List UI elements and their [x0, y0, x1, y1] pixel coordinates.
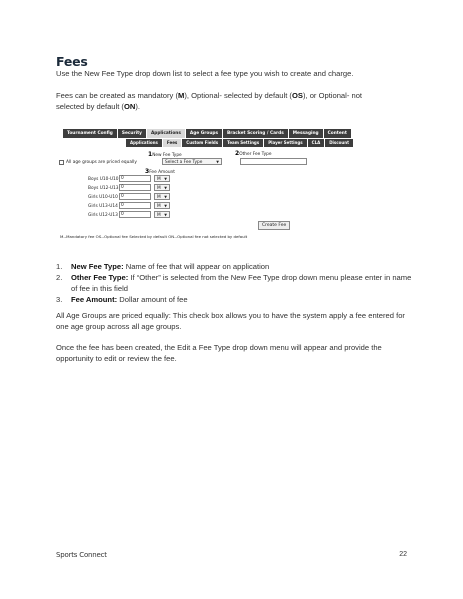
- subtab-team-settings[interactable]: Team Settings: [223, 139, 263, 147]
- edit-paragraph: Once the fee has been created, the Edit a Fee Type drop down menu will appear and provide the opportunity to edit or review the fee.: [56, 343, 382, 363]
- fee-option-select[interactable]: M ▼: [154, 175, 170, 182]
- step-fee-amount: 3. Fee Amount: Dollar amount of fee: [56, 295, 188, 304]
- main-tab-bar: [63, 129, 351, 138]
- fee-amount-input[interactable]: 0: [119, 211, 151, 218]
- all-age-paragraph: All Age Groups are priced equally: This check box allows you to have the system apply a fee entered for one age group across all age groups.: [56, 311, 405, 331]
- fee-amount-label: 3Fee Amount: [145, 168, 175, 175]
- subtab-cla[interactable]: CLA: [308, 139, 325, 147]
- footer-brand: Sports Connect: [56, 551, 107, 559]
- intro-paragraph: Use the New Fee Type drop down list to select a fee type you wish to create and charge.: [56, 69, 354, 78]
- fee-option-select[interactable]: M ▼: [154, 202, 170, 209]
- page-title: Fees: [56, 54, 88, 69]
- subtab-applications[interactable]: Applications: [126, 139, 162, 147]
- all-age-checkbox[interactable]: [59, 160, 64, 165]
- create-fee-button[interactable]: Create Fee: [258, 221, 290, 230]
- tab-content[interactable]: Content: [324, 129, 351, 138]
- tab-tournament-config[interactable]: Tournament Config: [63, 129, 117, 138]
- page-number: 22: [399, 551, 407, 558]
- fee-legend: M--Mandatory fee OS--Optional fee Selected by default ON--Optional fee not selected by default: [60, 234, 248, 239]
- fee-option-select[interactable]: M ▼: [154, 193, 170, 200]
- chevron-down-icon: ▼: [164, 204, 167, 208]
- subtab-discount[interactable]: Discount: [325, 139, 353, 147]
- age-group-label: Girls U10-U10: [88, 195, 118, 200]
- age-group-label: Girls U12-U13: [88, 213, 118, 218]
- subtab-custom-fields[interactable]: Custom Fields: [182, 139, 222, 147]
- step-other-fee-type: 2. Other Fee Type: If “Other” is selected from the New Fee Type drop down menu please enter in name of fee in this field: [56, 273, 412, 293]
- subtab-fees[interactable]: Fees: [163, 139, 181, 147]
- age-group-label: Girls U13-U14: [88, 204, 118, 209]
- fee-amount-input[interactable]: 0: [119, 175, 151, 182]
- fee-amount-input[interactable]: 0: [119, 193, 151, 200]
- chevron-down-icon: ▼: [164, 186, 167, 190]
- age-group-label: Boys U12-U13: [88, 186, 119, 191]
- tab-applications[interactable]: Applications: [147, 129, 185, 138]
- fees-paragraph: Fees can be created as mandatory (M), Optional- selected by default (OS), or Optional- not selected by default (ON).: [56, 91, 363, 111]
- subtab-player-settings[interactable]: Player Settings: [264, 139, 306, 147]
- chevron-down-icon: ▼: [164, 213, 167, 217]
- fee-settings-screenshot: [58, 129, 350, 246]
- fee-option-select[interactable]: M ▼: [154, 211, 170, 218]
- new-fee-type-select[interactable]: Select a Fee Type ▼: [162, 158, 222, 165]
- steps-list: [56, 261, 416, 305]
- all-age-label: All age groups are priced equally: [66, 160, 137, 165]
- fee-amount-input[interactable]: 0: [119, 202, 151, 209]
- fee-amount-input[interactable]: 0: [119, 184, 151, 191]
- tab-bracket-scoring[interactable]: Bracket Scoring / Cards: [223, 129, 288, 138]
- sub-tab-bar: [126, 139, 353, 147]
- tab-messaging[interactable]: Messaging: [289, 129, 323, 138]
- new-fee-type-label: 1New Fee Type: [148, 151, 182, 158]
- chevron-down-icon: ▼: [216, 160, 219, 164]
- chevron-down-icon: ▼: [164, 177, 167, 181]
- age-group-label: Boys U10-U10: [88, 177, 119, 182]
- step-new-fee-type: 1. New Fee Type: Name of fee that will appear on application: [56, 262, 270, 271]
- other-fee-type-input[interactable]: [240, 158, 307, 165]
- chevron-down-icon: ▼: [164, 195, 167, 199]
- tab-security[interactable]: Security: [118, 129, 146, 138]
- tab-age-groups[interactable]: Age Groups: [186, 129, 222, 138]
- fee-option-select[interactable]: M ▼: [154, 184, 170, 191]
- other-fee-type-label: 2Other Fee Type: [235, 150, 272, 157]
